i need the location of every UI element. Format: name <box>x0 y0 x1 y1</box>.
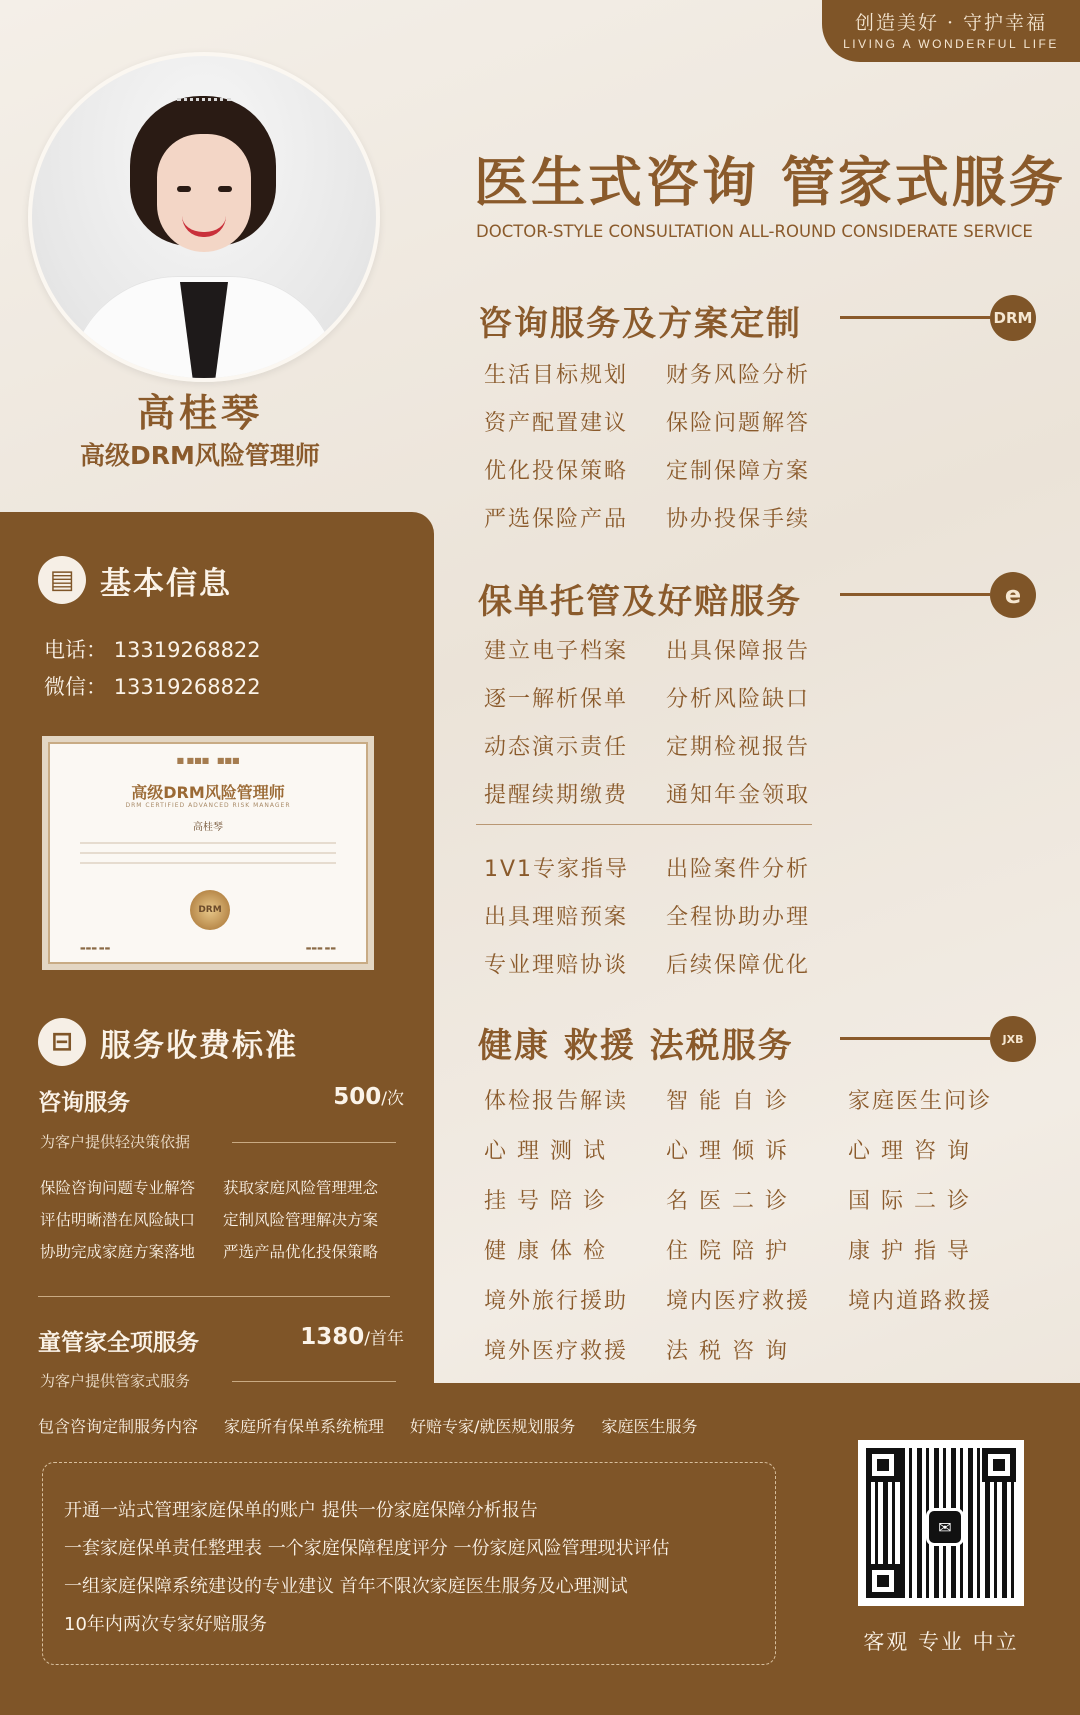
butler-detail-line: 开通一站式管理家庭保单的账户 提供一份家庭保障分析报告 <box>64 1500 538 1521</box>
butler-detail-line: 一组家庭保障系统建设的专业建议 首年不限次家庭医生服务及心理测试 <box>64 1576 628 1597</box>
certificate-seal: DRM <box>190 890 230 930</box>
service-item: 财务风险分析 <box>666 363 811 388</box>
policy-section-title: 保单托管及好赔服务 <box>478 582 802 622</box>
certificate-text-line <box>80 852 336 854</box>
butler-fee-price <box>300 1324 404 1350</box>
certificate-title: 高级DRM风险管理师 <box>131 783 285 802</box>
service-item: 心 理 咨 询 <box>848 1139 971 1164</box>
service-item: 境内道路救援 <box>848 1289 993 1314</box>
service-item: 国 际 二 诊 <box>848 1189 971 1214</box>
service-item: 出险案件分析 <box>666 857 811 882</box>
briefcase-icon: ⊟ <box>38 1018 86 1066</box>
consult-fee-item: 定制风险管理解决方案 <box>223 1211 379 1229</box>
divider <box>232 1381 396 1382</box>
service-item: 挂 号 陪 诊 <box>484 1189 607 1214</box>
service-item: 资产配置建议 <box>484 411 629 436</box>
policy-items <box>484 634 848 809</box>
basic-info-title: 基本信息 <box>100 566 232 602</box>
consult-section-title: 咨询服务及方案定制 <box>478 304 802 344</box>
service-item: 全程协助办理 <box>666 905 811 930</box>
butler-include-item: 好赔专家/就医规划服务 <box>410 1417 576 1436</box>
phone-value[interactable]: 13319268822 <box>113 638 261 662</box>
service-item: 心 理 测 试 <box>484 1139 607 1164</box>
person-title: 高级DRM风险管理师 <box>80 441 320 470</box>
consult-fee-item: 协助完成家庭方案落地 <box>40 1243 196 1261</box>
drm-logo-icon: DRM <box>990 295 1036 341</box>
certificate-subtitle: DRM CERTIFIED ADVANCED RISK MANAGER <box>125 802 291 809</box>
section-rule <box>840 1037 990 1040</box>
slogan-en: LIVING A WONDERFUL LIFE <box>843 37 1059 51</box>
consult-fee-desc: 为客户提供轻决策依据 <box>40 1133 191 1151</box>
id-card-icon: ▤ <box>38 556 86 604</box>
certificate-footer: ▬▬▬ ▬▬ ▬▬▬ ▬▬ <box>80 945 336 952</box>
service-item: 后续保障优化 <box>666 953 811 978</box>
service-item: 1V1专家指导 <box>484 857 630 882</box>
qr-finder <box>866 1448 900 1482</box>
service-item: 住 院 陪 护 <box>666 1239 789 1264</box>
service-item: 境外医疗救援 <box>484 1339 629 1364</box>
divider <box>476 824 812 825</box>
service-item: 建立电子档案 <box>484 639 629 664</box>
service-item: 心 理 倾 诉 <box>666 1139 789 1164</box>
diamond-icon: JXB <box>990 1016 1036 1062</box>
e-logo-icon: e <box>990 572 1036 618</box>
service-item: 提醒续期缴费 <box>484 783 629 808</box>
consult-fee-item: 获取家庭风险管理理念 <box>223 1179 379 1197</box>
consult-fee-item: 严选产品优化投保策略 <box>223 1243 379 1261</box>
qr-pattern <box>866 1448 1016 1598</box>
service-item: 体检报告解读 <box>484 1089 629 1114</box>
section-rule <box>840 316 990 319</box>
phone-label: 电话： <box>44 638 107 662</box>
person-name: 高桂琴 <box>136 391 263 435</box>
qr-finder <box>982 1448 1016 1482</box>
service-item: 专业理赔协谈 <box>484 953 629 978</box>
service-item: 名 医 二 诊 <box>666 1189 789 1214</box>
claim-items <box>484 852 848 979</box>
butler-include-item: 家庭所有保单系统梳理 <box>224 1417 385 1436</box>
certificate-text-line <box>80 862 336 864</box>
certificate-name: 高桂琴 <box>193 822 223 833</box>
service-item: 定制保障方案 <box>666 459 811 484</box>
service-item: 康 护 指 导 <box>848 1239 971 1264</box>
avatar-eye <box>177 186 191 192</box>
headline-en: DOCTOR-STYLE CONSULTATION ALL-ROUND CONSIDERATE SERVICE <box>476 222 1033 241</box>
slogan-banner <box>822 0 1080 62</box>
service-item: 法 税 咨 询 <box>666 1339 789 1364</box>
service-item: 逐一解析保单 <box>484 687 629 712</box>
certificate-brand: ■ ■■■ ■■■ <box>176 756 240 765</box>
service-item: 出具保障报告 <box>666 639 811 664</box>
service-item: 动态演示责任 <box>484 735 629 760</box>
consult-fee-item: 保险咨询问题专业解答 <box>40 1179 196 1197</box>
certificate-text-line <box>80 842 336 844</box>
service-item: 严选保险产品 <box>484 507 629 532</box>
consult-fee-price <box>333 1084 404 1110</box>
certificate-image <box>42 736 374 970</box>
health-section-title: 健康 救援 法税服务 <box>478 1026 794 1066</box>
health-items <box>484 1084 1030 1365</box>
service-item: 智 能 自 诊 <box>666 1089 789 1114</box>
qr-caption: 客观 专业 中立 <box>863 1630 1019 1654</box>
fees-title: 服务收费标准 <box>100 1028 298 1064</box>
wechat-line <box>44 671 261 701</box>
service-item: 境内医疗救援 <box>666 1289 811 1314</box>
consult-fee-name: 咨询服务 <box>38 1090 130 1116</box>
service-item: 生活目标规划 <box>484 363 629 388</box>
avatar-eye <box>218 186 232 192</box>
service-item: 定期检视报告 <box>666 735 811 760</box>
service-item: 分析风险缺口 <box>666 687 811 712</box>
qr-finder <box>866 1564 900 1598</box>
butler-detail-line: 一套家庭保单责任整理表 一个家庭保障程度评分 一份家庭风险管理现状评估 <box>64 1538 670 1559</box>
butler-price-value: 1380 <box>300 1324 365 1350</box>
consult-fee-item: 评估明晰潜在风险缺口 <box>40 1211 196 1229</box>
headline: 医生式咨询 管家式服务 <box>474 151 1066 214</box>
service-item: 境外旅行援助 <box>484 1289 629 1314</box>
wechat-qr-code[interactable] <box>858 1440 1024 1606</box>
wechat-value[interactable]: 13319268822 <box>113 675 261 699</box>
service-item: 保险问题解答 <box>666 411 811 436</box>
service-item: 优化投保策略 <box>484 459 629 484</box>
butler-fee-desc: 为客户提供管家式服务 <box>40 1372 191 1390</box>
divider <box>38 1296 390 1297</box>
wechat-label: 微信： <box>44 675 107 699</box>
butler-price-unit: /首年 <box>364 1329 404 1349</box>
divider <box>232 1142 396 1143</box>
avatar <box>28 52 380 382</box>
service-item: 家庭医生问诊 <box>848 1089 993 1114</box>
butler-fee-name: 童管家全项服务 <box>38 1330 199 1356</box>
service-item: 协办投保手续 <box>666 507 811 532</box>
service-item: 健 康 体 检 <box>484 1239 607 1264</box>
section-rule <box>840 593 990 596</box>
consult-price-unit: /次 <box>381 1089 404 1109</box>
consult-items <box>484 358 848 533</box>
service-item: 通知年金领取 <box>666 783 811 808</box>
avatar-tiara <box>177 98 231 113</box>
butler-detail-line: 10年内两次专家好赔服务 <box>64 1614 267 1635</box>
certificate-frame <box>48 742 368 964</box>
butler-include-item: 包含咨询定制服务内容 <box>38 1417 199 1436</box>
phone-line <box>44 634 261 664</box>
wechat-icon: ✉ <box>926 1508 964 1546</box>
butler-includes <box>38 1414 697 1437</box>
slogan-cn: 创造美好 · 守护幸福 <box>854 12 1048 34</box>
consult-price-value: 500 <box>333 1084 382 1110</box>
butler-include-item: 家庭医生服务 <box>601 1417 698 1436</box>
service-item: 出具理赔预案 <box>484 905 629 930</box>
